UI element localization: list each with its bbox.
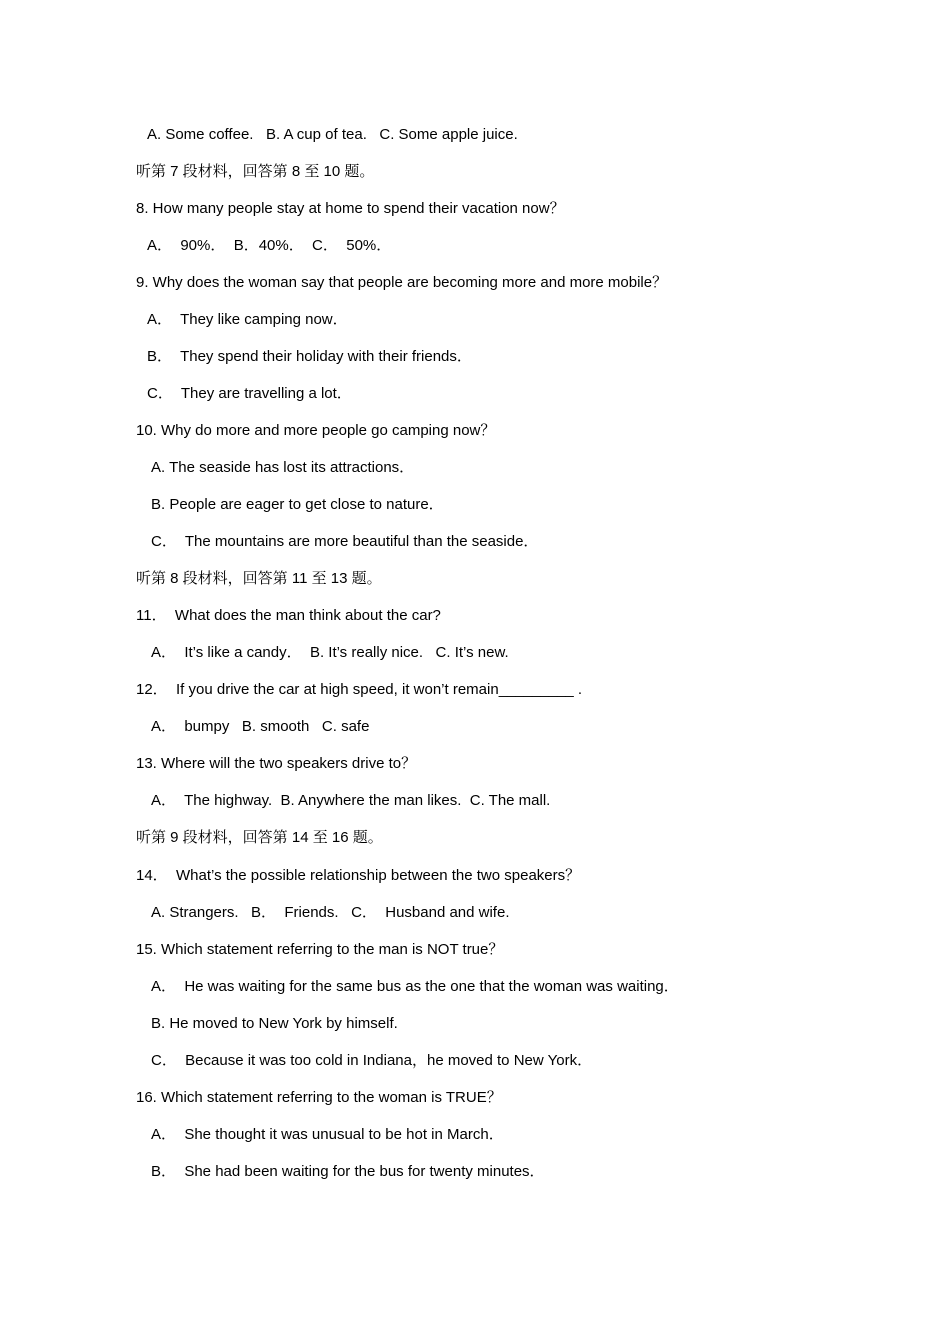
q16-option-b: B． She had been waiting for the bus for twenty minutes． bbox=[151, 1163, 545, 1180]
q10-option-c: C． The mountains are more beautiful than the seaside． bbox=[151, 533, 539, 550]
q11-options: A． It’s like a candy． B. It’s really nice. C. It’s new. bbox=[151, 644, 509, 661]
q13-options: A． The highway. B. Anywhere the man likes. C. The mall. bbox=[151, 792, 551, 809]
q14-question: 14． What’s the possible relationship between the two speakers？ bbox=[136, 867, 581, 884]
section-7-heading: 听第 7 段材料，回答第 8 至 10 题。 bbox=[136, 163, 375, 180]
section-8-heading: 听第 8 段材料，回答第 11 至 13 题。 bbox=[136, 570, 382, 587]
q16-option-a: A． She thought it was unusual to be hot in March． bbox=[151, 1126, 504, 1143]
q10-option-b: B. People are eager to get close to nature． bbox=[151, 496, 444, 513]
q16-question: 16. Which statement referring to the woman is TRUE？ bbox=[136, 1089, 502, 1106]
q9-option-a: A． They like camping now． bbox=[147, 311, 348, 328]
q9-option-c: C． They are travelling a lot． bbox=[147, 385, 352, 402]
q12-question: 12． If you drive the car at high speed, it won’t remain_________ . bbox=[136, 681, 583, 698]
q15-question: 15. Which statement referring to the man is NOT true？ bbox=[136, 941, 504, 958]
q7-options: A. Some coffee. B. A cup of tea. C. Some apple juice. bbox=[147, 126, 518, 143]
q8-options: A． 90%． B．40%． C． 50%． bbox=[147, 237, 392, 254]
q10-option-a: A. The seaside has lost its attractions． bbox=[151, 459, 415, 476]
section-9-heading: 听第 9 段材料，回答第 14 至 16 题。 bbox=[136, 829, 383, 846]
q8-question: 8. How many people stay at home to spend their vacation now？ bbox=[136, 200, 565, 217]
q12-options: A． bumpy B. smooth C. safe bbox=[151, 718, 370, 735]
q15-option-b: B. He moved to New York by himself. bbox=[151, 1015, 398, 1032]
q13-question: 13. Where will the two speakers drive to？ bbox=[136, 755, 417, 772]
q9-question: 9. Why does the woman say that people are becoming more and more mobile？ bbox=[136, 274, 668, 291]
q15-option-c: C． Because it was too cold in Indiana，he moved to New York． bbox=[151, 1052, 593, 1069]
q10-question: 10. Why do more and more people go camping now？ bbox=[136, 422, 496, 439]
q9-option-b: B． They spend their holiday with their friends． bbox=[147, 348, 472, 365]
q11-question: 11． What does the man think about the car? bbox=[136, 607, 441, 624]
q14-options: A. Strangers. B． Friends. C． Husband and wife. bbox=[151, 904, 510, 921]
q15-option-a: A． He was waiting for the same bus as the one that the woman was waiting． bbox=[151, 978, 679, 995]
